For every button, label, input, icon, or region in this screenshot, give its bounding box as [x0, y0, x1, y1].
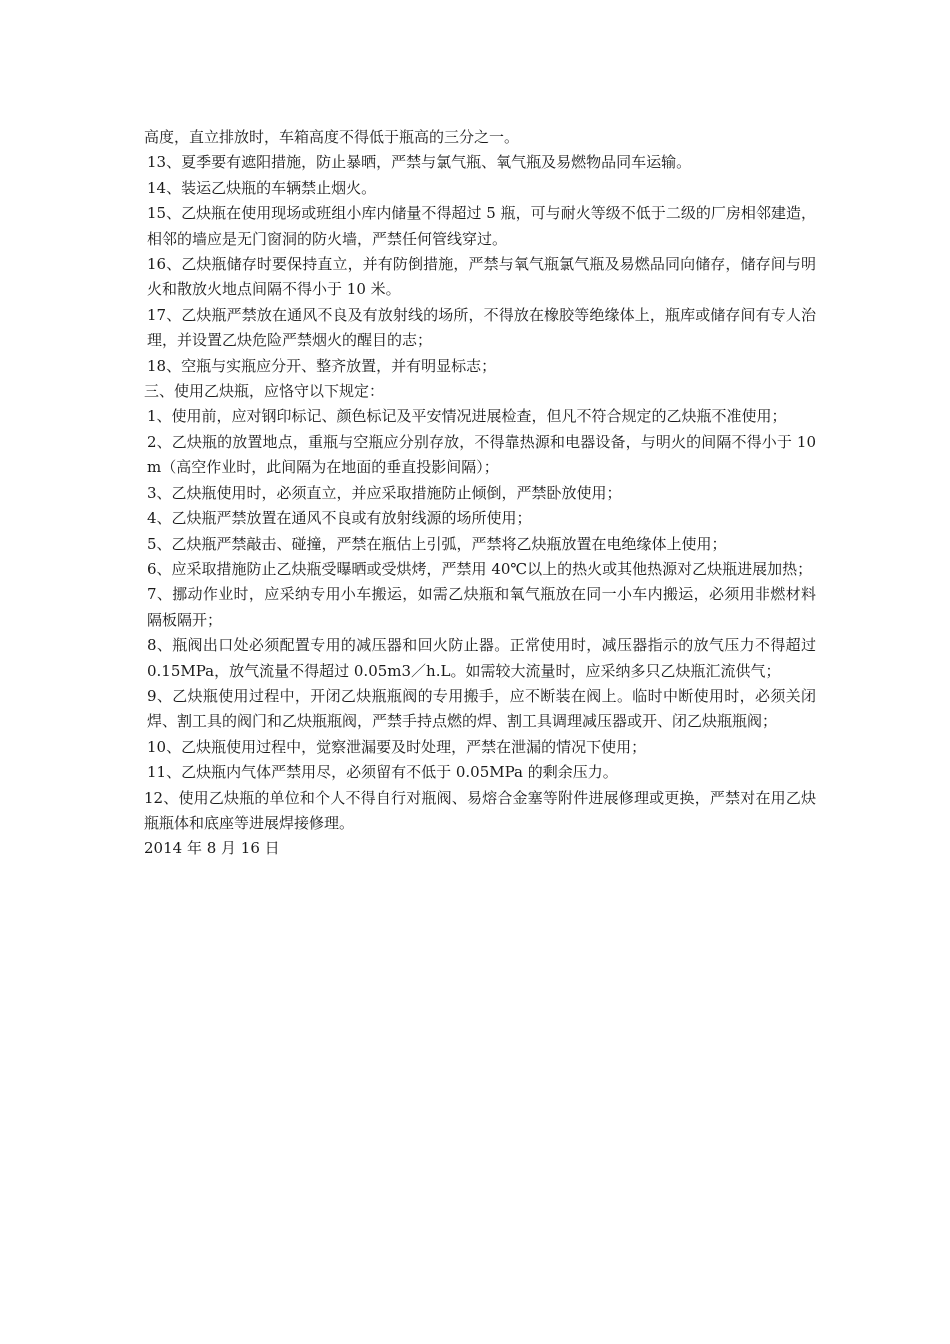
paragraph-rule-12: 12、使用乙炔瓶的单位和个人不得自行对瓶阀、易熔合金塞等附件进展修理或更换，严禁对在用乙炔瓶瓶体和底座等进展焊接修理。 — [144, 788, 816, 832]
paragraph-item-15: 15、乙炔瓶在使用现场或班组小库内储量不得超过 5 瓶，可与耐火等级不低于二级的厂房相邻建造，相邻的墙应是无门窗洞的防火墙，严禁任何管线穿过。 — [147, 204, 816, 248]
paragraph-rule-5: 5、乙炔瓶严禁敲击、碰撞，严禁在瓶估上引弧，严禁将乙炔瓶放置在电绝缘体上使用； — [147, 534, 727, 553]
paragraph-item-17: 17、乙炔瓶严禁放在通风不良及有放射线的场所，不得放在橡胶等绝缘体上，瓶库或储存间有专人治理，并设置乙炔危险严禁烟火的醒目的志； — [147, 305, 816, 350]
paragraph-rule-7: 7、挪动作业时，应采纳专用小车搬运，如需乙炔瓶和氧气瓶放在同一小车内搬运，必须用非燃材料隔板隔开； — [147, 585, 816, 629]
paragraph-rule-8: 8、瓶阀出口处必须配置专用的减压器和回火防止器。正常使用时，减压器指示的放气压力不得超过 0.15MPa，放气流量不得超过 0.05m3／h.L。如需较大流量时，应采纳多只乙炔瓶汇流供气； — [147, 636, 816, 680]
paragraph-rule-3: 3、乙炔瓶使用时，必须直立，并应采取措施防止倾倒，严禁卧放使用； — [147, 483, 622, 502]
paragraph-item-14: 14、装运乙炔瓶的车辆禁止烟火。 — [147, 178, 377, 197]
paragraph-rule-11: 11、乙炔瓶内气体严禁用尽，必须留有不低于 0.05MPa 的剩余压力。 — [147, 763, 618, 782]
paragraph-item-13: 13、夏季要有遮阳措施，防止暴晒，严禁与氯气瓶、氧气瓶及易燃物品同车运输。 — [147, 153, 692, 172]
paragraph-rule-4: 4、乙炔瓶严禁放置在通风不良或有放射线源的场所使用； — [147, 509, 532, 528]
paragraph-rule-1: 1、使用前，应对钢印标记、颜色标记及平安情况进展检查，但凡不符合规定的乙炔瓶不准使用； — [147, 407, 787, 426]
paragraph-item-18: 18、空瓶与实瓶应分开、整齐放置，并有明显标志； — [147, 356, 497, 375]
paragraph-continuation: 高度，直立排放时，车箱高度不得低于瓶高的三分之一。 — [144, 128, 520, 146]
paragraph-rule-9: 9、乙炔瓶使用过程中，开闭乙炔瓶瓶阀的专用搬手，应不断装在阀上。临时中断使用时，必须关闭焊、割工具的阀门和乙炔瓶瓶阀，严禁手持点燃的焊、割工具调理减压器或开、闭乙炔瓶瓶阀； — [147, 686, 816, 731]
paragraph-item-16: 16、乙炔瓶储存时要保持直立，并有防倒措施，严禁与氧气瓶氯气瓶及易燃品同向储存，储存间与明火和散放火地点间隔不得小于 10 米。 — [147, 255, 816, 299]
paragraph-rule-2: 2、乙炔瓶的放置地点，重瓶与空瓶应分别存放，不得靠热源和电器设备，与明火的间隔不得小于 10m（高空作业时，此间隔为在地面的垂直投影间隔）； — [147, 432, 816, 477]
document-date: 2014 年 8 月 16 日 — [144, 839, 280, 858]
paragraph-rule-10: 10、乙炔瓶使用过程中，觉察泄漏要及时处理，严禁在泄漏的情况下使用； — [147, 737, 647, 756]
paragraph-rule-6: 6、应采取措施防止乙炔瓶受曝晒或受烘烤，严禁用 40℃以上的热火或其他热源对乙炔瓶进展加热； — [147, 559, 813, 578]
document-body — [144, 125, 816, 862]
section-heading-3: 三、使用乙炔瓶，应恪守以下规定： — [144, 382, 385, 401]
